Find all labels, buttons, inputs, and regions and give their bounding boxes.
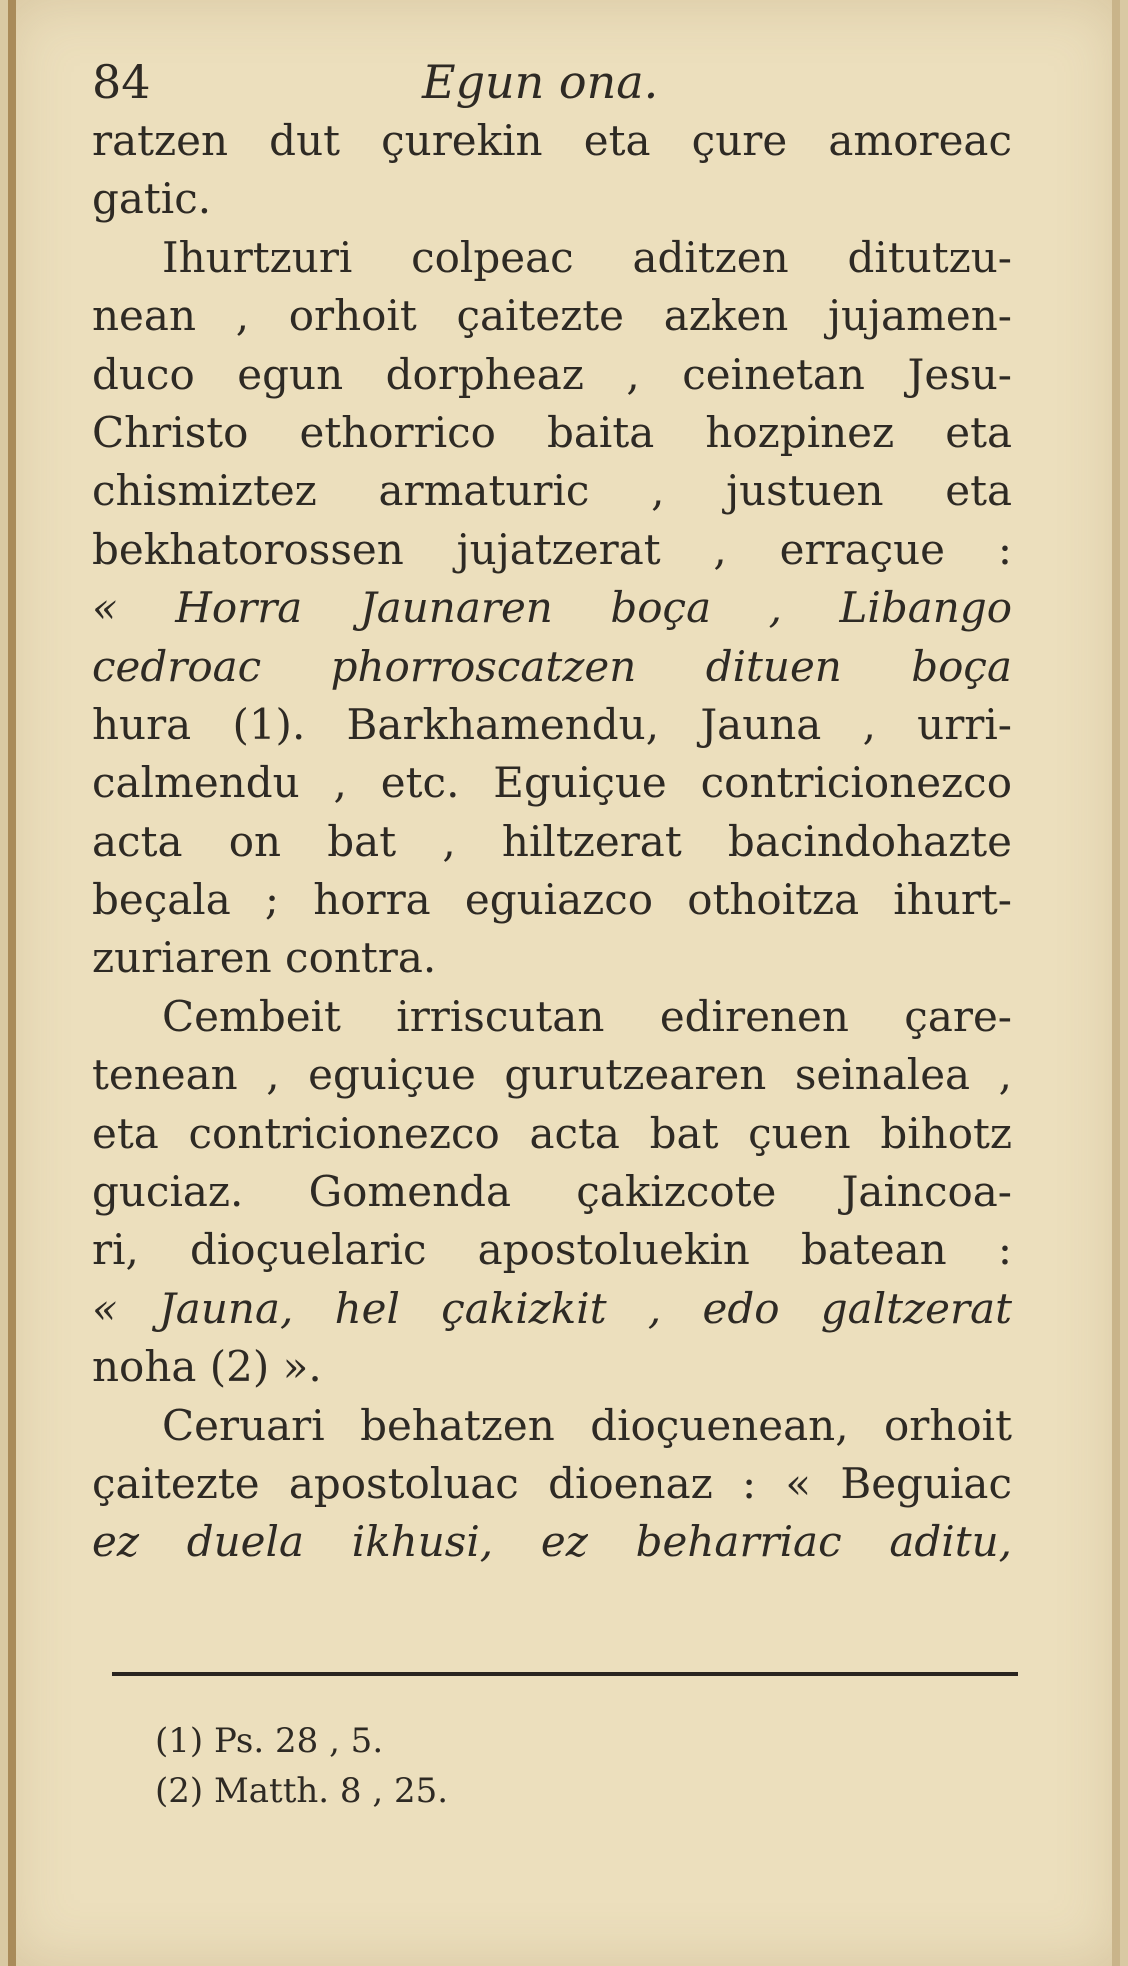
text-line: Ceruari behatzen dioçuenean, orhoit <box>162 1400 1012 1450</box>
running-head: Egun ona. <box>422 55 659 109</box>
footnote-rule <box>112 1672 1018 1676</box>
text-line: tenean , eguiçue gurutzearen seinalea , <box>92 1050 1012 1100</box>
text-line: calmendu , etc. Eguiçue contricionezco <box>92 758 1012 808</box>
text-line: ez duela ikhusi, ez beharriac aditu, <box>92 1517 1012 1567</box>
text-line: duco egun dorpheaz , ceinetan Jesu- <box>92 349 1012 399</box>
text-line: chismiztez armaturic , justuen eta <box>92 466 1012 516</box>
text-line: nean , orhoit çaitezte azken jujamen- <box>92 291 1012 341</box>
text-line: noha (2) ». <box>92 1342 322 1392</box>
text-line: eta contricionezco acta bat çuen bihotz <box>92 1108 1012 1158</box>
footnote: (1) Ps. 28 , 5. <box>155 1721 384 1761</box>
text-line: çaitezte apostoluac dioenaz : « Beguiac <box>92 1458 1012 1508</box>
page-edge-right <box>1112 0 1120 1966</box>
text-line: guciaz. Gomenda çakizcote Jaincoa- <box>92 1167 1012 1217</box>
text-line: zuriaren contra. <box>92 933 437 983</box>
text-line: acta on bat , hiltzerat bacindohazte <box>92 816 1012 866</box>
text-line: Cembeit irriscutan edirenen çare- <box>162 991 1012 1041</box>
text-line: ratzen dut çurekin eta çure amoreac <box>92 116 1012 165</box>
page-number: 84 <box>92 55 151 109</box>
text-line: gatic. <box>92 174 212 224</box>
text-line: « Jauna, hel çakizkit , edo galtzerat <box>92 1283 1012 1333</box>
page-header <box>92 55 1012 115</box>
footnotes <box>155 1716 855 1816</box>
text-line: « Horra Jaunaren boça , Libango <box>92 583 1012 633</box>
text-line: Christo ethorrico baita hozpinez eta <box>92 407 1012 457</box>
text-line: cedroac phorroscatzen dituen boça <box>92 641 1012 691</box>
text-line: Ihurtzuri colpeac aditzen ditutzu- <box>162 232 1012 282</box>
body-text <box>92 112 1012 1572</box>
text-line: ri, dioçuelaric apostoluekin batean : <box>92 1225 1012 1275</box>
text-line: bekhatorossen jujatzerat , erraçue : <box>92 524 1012 574</box>
page-edge-left <box>8 0 16 1966</box>
text-line: beçala ; horra eguiazco othoitza ihurt- <box>92 875 1012 925</box>
text-line: hura (1). Barkhamendu, Jauna , urri- <box>92 699 1012 749</box>
footnote: (2) Matth. 8 , 25. <box>155 1771 449 1811</box>
